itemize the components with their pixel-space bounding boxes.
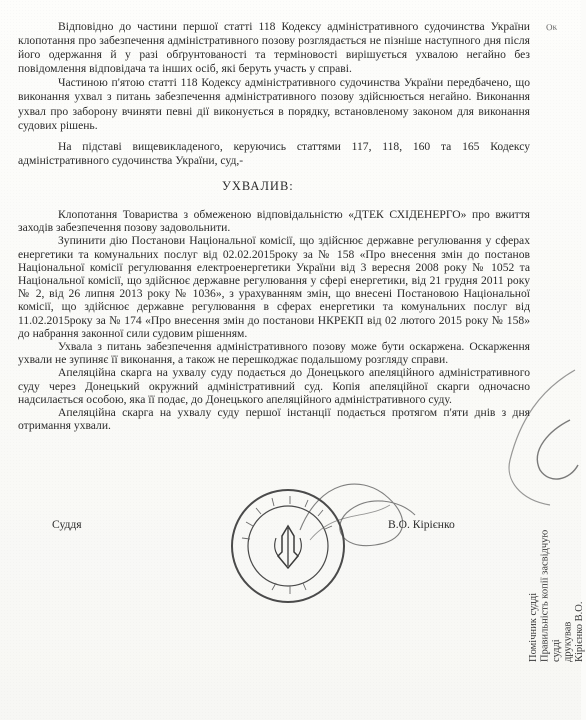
- paragraph: Зупинити дію Постанови Національної комісії, що здійснює державне регулювання у сферах енергетики та комунальних послуг від 02.02.2015року за № 158 «Про внесення змін до постанов Національної комісії регулювання електроенергетики України від 3 вересня 2008 року № 1052 та Національної комісії, що здійснює державне регулювання у сфері енергетики, від 21 грудня 2011 року № 2, від 26 липня 2013 року № 1036», з урахуванням змін, що внесені Постановою Національної комісії, що здійснює державне регулювання в сферах енергетики та комунальних послуг від 11.02.2015року за № 174 «Про внесення змін до постанови НКРЕКП від 02 лютого 2015 року № 158» до набрання законної сили судовим рішенням.: [18, 234, 530, 340]
- stamp-line: Правильність копії засвідчую: [539, 529, 551, 662]
- stamp-line: Помічник судді: [528, 592, 539, 662]
- stamp-line: судді: [551, 639, 562, 662]
- paragraph: Клопотання Товариства з обмеженою відповідальністю «ДТЕК СХІДЕНЕРГО» про вжиття заходів забезпечення позову задовольнити.: [18, 208, 530, 235]
- judge-name: В.О. Кірієнко: [388, 518, 455, 531]
- certification-stamp: [528, 362, 585, 662]
- paragraph: Частиною п'ятою статті 118 Кодексу адміністративного судочинства України передбачено, що виконання ухвал з питань забезпечення адміністративного позову здійснюється негайно. Виконання ухвал про заборону вчиняти певні дії виконується в порядку, встановленому законом для виконання судових рішень.: [18, 76, 530, 132]
- decision-heading: УХВАЛИВ:: [222, 179, 294, 193]
- stamp-line: Кірієнко В.О.: [574, 601, 585, 662]
- certification-stamp-text: [528, 362, 586, 662]
- signature-label: Суддя: [52, 518, 82, 531]
- top-corner-mark: Ок: [545, 21, 558, 33]
- paragraph: На підставі вищевикладеного, керуючись статтями 117, 118, 160 та 165 Кодексу адміністративного судочинства України, суд,-: [18, 139, 530, 167]
- stamp-line: друкував: [562, 621, 574, 662]
- court-seal: [228, 486, 348, 606]
- paragraph: Апеляційна скарга на ухвалу суду подається до Донецького апеляційного адміністративного суду через Донецький окружний адміністративний суд. Копія апеляційної скарги одночасно надсилається особою, яка її подає, до Донецького апеляційного адміністративного суду.: [18, 366, 530, 406]
- paragraph: Апеляційна скарга на ухвалу суду першої інстанції подається протягом п'яти днів з дня отримання ухвали.: [18, 406, 530, 433]
- paragraph: Ухвала з питань забезпечення адміністративного позову може бути оскаржена. Оскарження ухвали не зупиняє її виконання, а також не перешкоджає подальшому розгляду справи.: [18, 340, 530, 367]
- paragraph: Відповідно до частини першої статті 118 Кодексу адміністративного судочинства України клопотання про забезпечення адміністративного позову розглядається не пізніше наступного дня після його одержання й у разі обґрунтованості та терміновості вирішується ухвалою негайно без повідомлення відповідача та інших осіб, які беруть участь у справі.: [18, 20, 530, 76]
- text-block-top: [18, 20, 530, 168]
- text-block-bottom: [18, 208, 530, 432]
